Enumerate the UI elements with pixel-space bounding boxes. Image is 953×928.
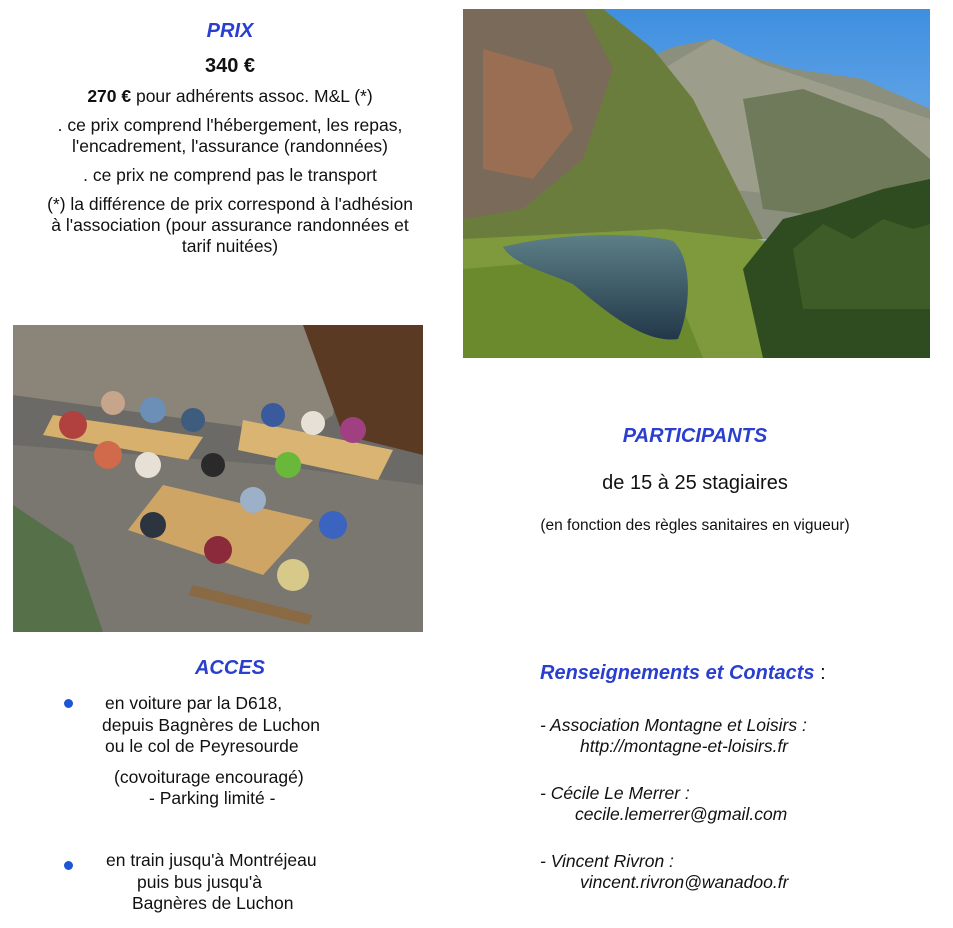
- contact-website-link[interactable]: http://montagne-et-loisirs.fr: [580, 736, 789, 756]
- contact-email-link[interactable]: cecile.lemerrer@gmail.com: [575, 804, 788, 824]
- acces-train-line1: en train jusqu'à Montréjeau: [106, 850, 317, 870]
- acces-car-line1: en voiture par la D618,: [105, 693, 283, 713]
- price-main: 340 €: [204, 55, 256, 77]
- acces-train-line2: puis bus jusqu'à: [137, 871, 262, 892]
- contact-name: - Association Montagne et Loisirs :: [540, 715, 807, 735]
- contact-name: - Vincent Rivron :: [540, 851, 674, 871]
- contact-item: [540, 851, 788, 893]
- price-includes: . ce prix comprend l'hébergement, les repas, l'encadrement, l'assurance (randonnées): [57, 115, 403, 156]
- bullet-icon: [64, 699, 73, 708]
- participants-heading: PARTICIPANTS: [622, 425, 768, 447]
- member-price: 270 €: [87, 86, 132, 106]
- contacts-section: [540, 662, 940, 902]
- member-price-text: pour adhérents assoc. M&L (*): [131, 86, 373, 106]
- acces-car-line3: ou le col de Peyresourde: [105, 736, 299, 756]
- acces-car-line2: depuis Bagnères de Luchon: [102, 714, 320, 735]
- acces-train-line3: Bagnères de Luchon: [132, 893, 294, 913]
- contacts-heading-line: [540, 662, 940, 685]
- contact-name: - Cécile Le Merrer :: [540, 783, 690, 803]
- contacts-colon: :: [814, 662, 826, 684]
- prix-section: [40, 20, 420, 257]
- acces-car: [102, 693, 320, 810]
- group-dinner-photo: [13, 325, 423, 632]
- contact-item: [540, 715, 807, 757]
- mountain-lake-photo: [463, 9, 930, 358]
- contact-email-link[interactable]: vincent.rivron@wanadoo.fr: [580, 872, 789, 892]
- acces-section: [40, 657, 420, 927]
- bullet-icon: [64, 861, 73, 870]
- member-price-line: [40, 86, 420, 107]
- acces-car-line5: - Parking limité -: [149, 788, 276, 808]
- contact-item: [540, 783, 787, 825]
- price-footnote: (*) la différence de prix correspond à l'adhésion à l'association (pour assurance randonnées et tarif nuitées): [47, 194, 413, 256]
- price-excludes: . ce prix ne comprend pas le transport: [83, 165, 377, 185]
- prix-heading: PRIX: [206, 20, 254, 42]
- acces-heading: ACCES: [194, 657, 265, 679]
- participants-count: de 15 à 25 stagiaires: [602, 472, 788, 494]
- acces-train: [106, 850, 317, 915]
- acces-car-line4: (covoiturage encouragé): [114, 766, 304, 787]
- participants-note: (en fonction des règles sanitaires en vigueur): [540, 517, 850, 534]
- participants-section: [490, 425, 900, 535]
- contacts-heading: Renseignements et Contacts: [540, 662, 815, 684]
